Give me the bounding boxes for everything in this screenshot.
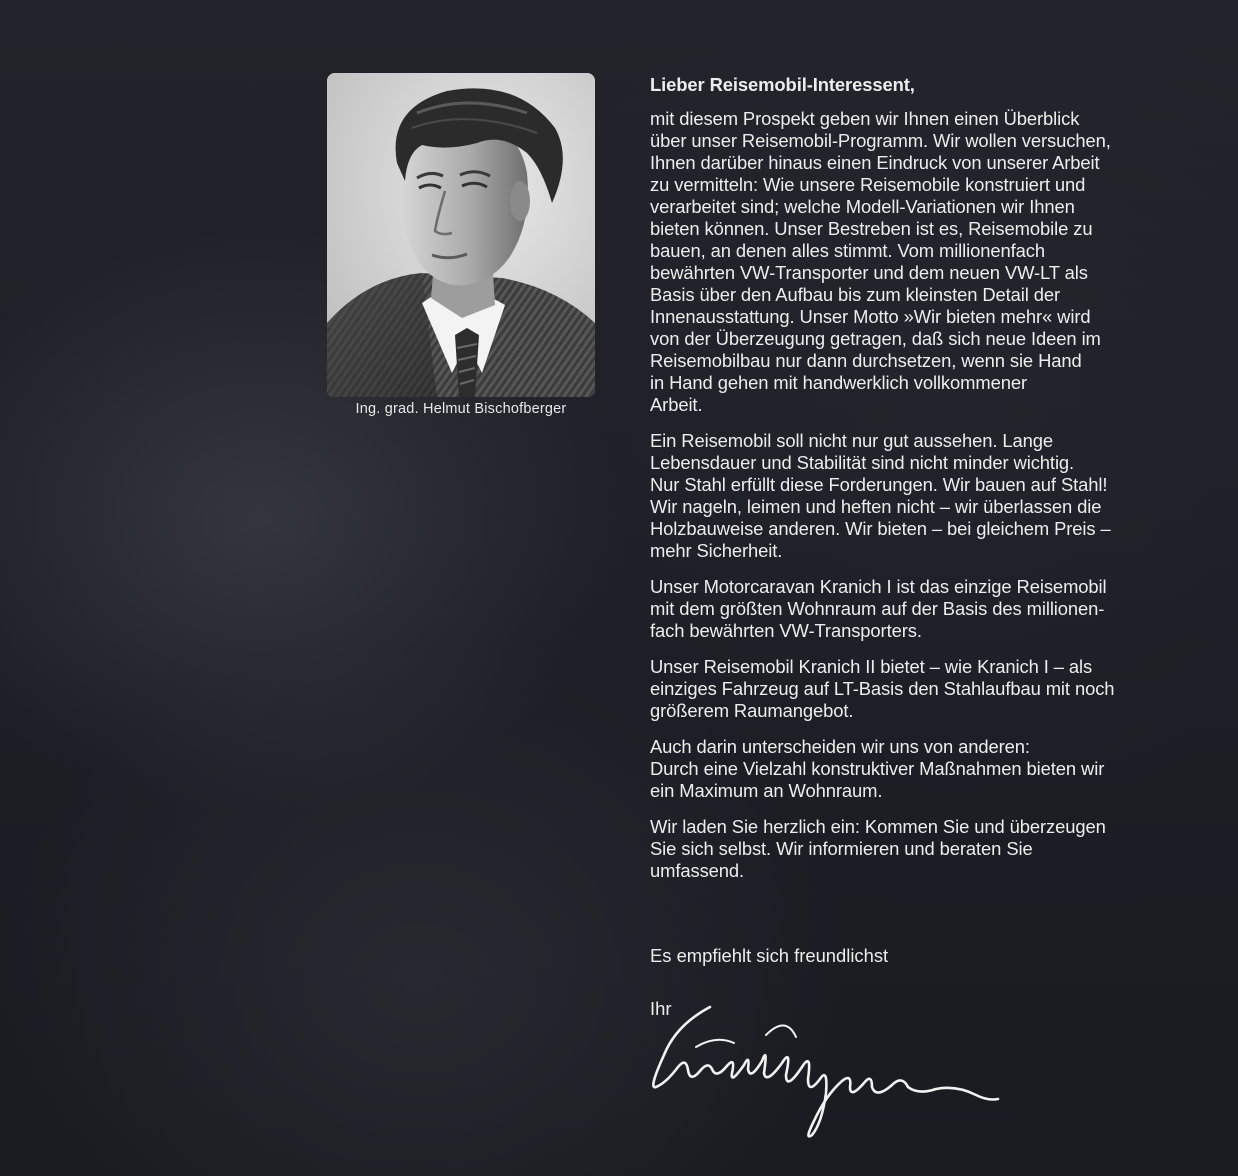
letter-paragraph: Unser Reisemobil Kranich II bietet – wie Kranich I – als einziges Fahrzeug auf LT-Basis den Stahlaufbau mit noch größerem Raumangebot. [650,656,1115,721]
letter-body [650,74,1225,896]
portrait-image [327,73,595,397]
letter-paragraph: mit diesem Prospekt geben wir Ihnen einen Überblick über unser Reisemobil-Programm. Wir wollen versuchen, Ihnen darüber hinaus einen Eindruck von unserer Arbeit zu vermitteln: Wie unsere Reisemobile konstruiert und verarbeitet sind; welche Modell-Variationen wir Ihnen bieten können. Unser Bestreben ist es, Reisemobile zu bauen, an denen alles stimmt. Vom millionenfach bewährten VW-Transporter und dem neuen VW-LT als Basis über den Aufbau bis zum kleinsten Detail der Innenausstattung. Unser Motto »Wir bieten mehr« wird von der Überzeugung getragen, daß sich neue Ideen im Reisemobilbau nur dann durchsetzen, wenn sie Hand in Hand gehen mit handwerklich vollkommener Arbeit. [650,108,1111,415]
letter-salutation: Lieber Reisemobil-Interessent, [650,74,915,95]
portrait-photo [327,73,595,397]
letter-paragraph: Unser Motorcaravan Kranich I ist das einzige Reisemobil mit dem größten Wohnraum auf der Basis des millionen- fach bewährten VW-Transporters. [650,576,1107,641]
letter-closing: Es empfiehlt sich freundlichst [650,945,889,966]
handwritten-signature [636,995,1006,1145]
letter-paragraph: Wir laden Sie herzlich ein: Kommen Sie und überzeugen Sie sich selbst. Wir informieren und beraten Sie umfassend. [650,816,1106,881]
letter-paragraph: Ein Reisemobil soll nicht nur gut aussehen. Lange Lebensdauer und Stabilität sind nicht minder wichtig. Nur Stahl erfüllt diese Forderungen. Wir bauen auf Stahl! Wir nageln, leimen und heften nicht – wir überlassen die Holzbauweise anderen. Wir bieten – bei gleichem Preis – mehr Sicherheit. [650,430,1111,561]
letter-paragraph: Auch darin unterscheiden wir uns von anderen: Durch eine Vielzahl konstruktiver Maßnahmen bieten wir ein Maximum an Wohnraum. [650,736,1105,801]
portrait-caption: Ing. grad. Helmut Bischofberger [355,401,567,417]
letter-sign-off: Ihr [650,998,672,1019]
